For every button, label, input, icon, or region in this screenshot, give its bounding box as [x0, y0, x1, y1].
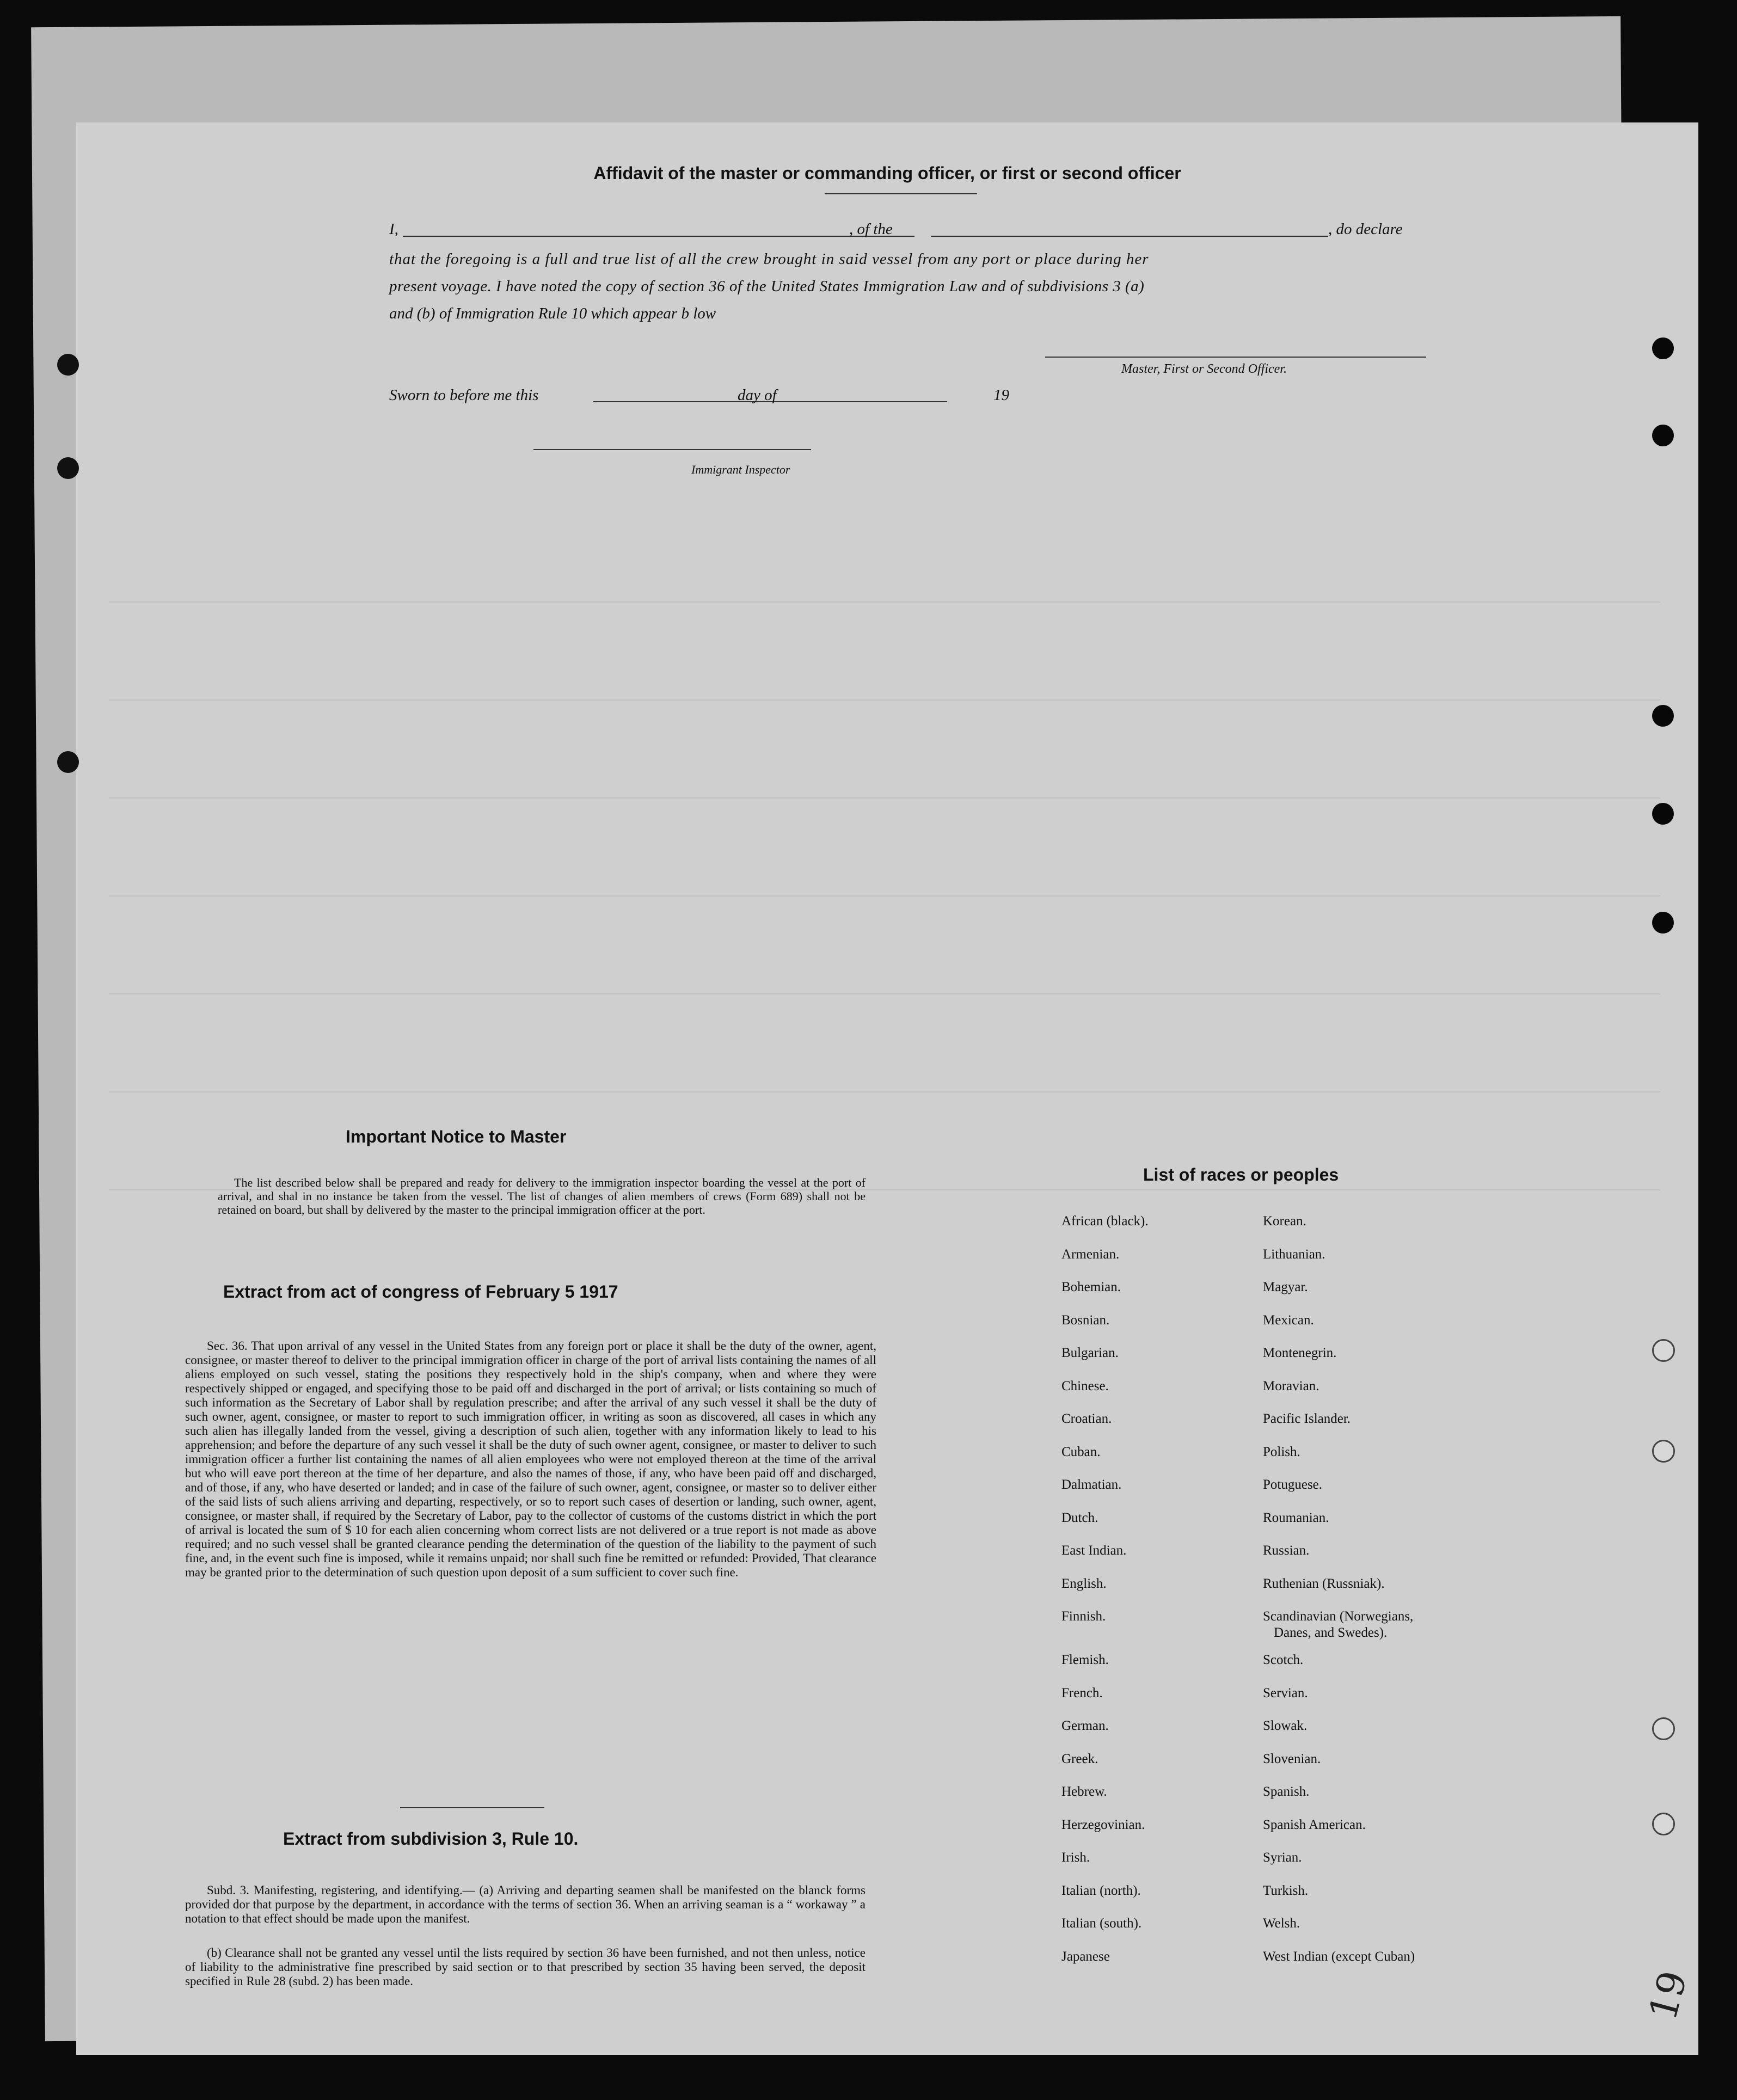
race-item: Armenian.: [1061, 1247, 1120, 1262]
race-item: East Indian.: [1061, 1543, 1127, 1558]
extract-rule-para-a: Subd. 3. Manifesting, registering, and identifying.— (a) Arriving and departing seamen shall be manifested on the blanck forms provided dor that purpose by the department, in accordance with the terms of section 36. When an arriving seaman is a “ workaway ” a notation to that effect should be made upon the manifest.: [185, 1883, 866, 1926]
binder-ring: [1652, 1813, 1675, 1835]
bleed-row: [109, 1059, 1660, 1092]
race-item: Croatian.: [1061, 1411, 1112, 1426]
manifest-page: [76, 122, 1698, 2055]
race-item: Spanish American.: [1263, 1817, 1366, 1832]
notice-heading: Important Notice to Master: [346, 1127, 567, 1146]
left-binder-hole: [57, 354, 79, 376]
race-item: West Indian (except Cuban): [1263, 1949, 1415, 1964]
sworn-year: 19: [993, 386, 1009, 404]
inspector-signature-line: [533, 449, 811, 450]
race-item-spacer: [1061, 1625, 1149, 1653]
extract-act-text: Sec. 36. That upon arrival of any vessel in the United States from any foreign port or place it shall be the duty of the owner, agent, consignee, or master thereof to deliver to the principal immigration officer in charge of the port of arrival lists containing the names of all aliens employed on such vessel, stating the positions they respectively hold in the ship's company, when and where they were respectively shipped or engaged, and specifying those to be paid off and discharged in the port of arrival; or lists containing so much of such information as the Secretary of Labor shall by regulation prescribe; and after the arrival of any such vessel it shall be the duty of such owner, agent, consignee, or master to report to such immigration officer, in writing as soon as discovered, all cases in which any such alien has illegally landed from the vessel, giving a description of such alien, together with any information likely to lead to his apprehension; and before the departure of any such vessel it shall be the duty of such owner agent, consignee, or master to deliver to such immigration officer a further list containing the names of all alien employees who were not employed thereon at the time of the arrival but who will eave port thereon at the time of her departure, and also the names of those, if any, who have been paid off and discharged, and of those, if any, who have deserted or landed; and in case of the failure of such owner, agent, consignee, or master so to deliver either of the said lists of such aliens arriving and departing, respectively, or so to report such cases of desertion or landing, such owner, agent, consignee, or master shall, if required by the Secretary of Labor, pay to the collector of customs of the customs district in which the port of arrival is located the sum of $ 10 for each alien concerning whom correct lists are not delivered or a true report is not made as above required; and no such vessel shall be granted clearance pending the determination of the question of the liability to the payment of such fine, and, in the event such fine is imposed, while it remains unpaid; nor shall such fine be remitted or refunded: Provided, That clearance may be granted prior to the determination of such question upon deposit of a sum sufficient to cover such fine.: [185, 1339, 876, 1579]
race-item: Ruthenian (Russniak).: [1263, 1576, 1385, 1591]
race-item: Chinese.: [1061, 1378, 1109, 1393]
affidavit-title: Affidavit of the master or commanding officer, or first or second officer: [593, 163, 1181, 183]
race-item: Japanese: [1061, 1949, 1110, 1964]
race-item: English.: [1061, 1576, 1107, 1591]
race-item: Polish.: [1263, 1444, 1300, 1459]
races-heading: List of races or peoples: [1143, 1165, 1339, 1184]
binder-ring: [1652, 1717, 1675, 1740]
sworn-day-of: day of: [738, 386, 777, 404]
extract-act-heading: Extract from act of congress of February 5 1917: [223, 1282, 618, 1301]
affidavit-line1-end: , do declare: [1328, 220, 1403, 238]
binder-ring: [1652, 1440, 1675, 1463]
race-item: Cuban.: [1061, 1444, 1101, 1459]
section-rule: [400, 1807, 544, 1808]
race-item: Montenegrin.: [1263, 1346, 1337, 1360]
race-item: Mexican.: [1263, 1312, 1314, 1328]
vessel-blank: [931, 236, 1328, 237]
race-item: Dalmatian.: [1061, 1477, 1122, 1492]
race-item: Scandinavian (Norwegians,: [1263, 1609, 1414, 1624]
binder-hole: [1652, 337, 1674, 359]
race-item: Dutch.: [1061, 1510, 1098, 1525]
notice-text: The list described below shall be prepared and ready for delivery to the immigration inspector boarding the vessel at the port of arrival, and shal in no instance be taken from the vessel. The list of changes of alien members of crews (Form 689) shall not be retained on board, but shall by delivered by the master to the principal immigration officer at the port.: [218, 1176, 866, 1217]
race-item: Slowak.: [1263, 1718, 1308, 1733]
left-binder-hole: [57, 457, 79, 479]
race-item: Pacific Islander.: [1263, 1411, 1351, 1426]
race-item: Italian (south).: [1061, 1916, 1142, 1931]
bleed-row: [109, 667, 1660, 701]
binder-hole: [1652, 803, 1674, 825]
race-item: Magyar.: [1263, 1280, 1308, 1294]
title-rule: [825, 193, 977, 194]
race-item: Italian (north).: [1061, 1883, 1141, 1898]
race-item: Korean.: [1263, 1214, 1306, 1229]
bleed-row: [109, 863, 1660, 897]
name-blank: [403, 236, 914, 237]
affidavit-line1-start: I,: [389, 220, 398, 238]
race-item: Welsh.: [1263, 1916, 1300, 1931]
race-item: Finnish.: [1061, 1609, 1106, 1624]
inspector-label: Immigrant Inspector: [691, 463, 790, 476]
master-label: Master, First or Second Officer.: [1121, 362, 1287, 376]
race-item: Servian.: [1263, 1685, 1308, 1700]
binder-hole: [1652, 705, 1674, 727]
race-item: French.: [1061, 1685, 1103, 1700]
race-item: Spanish.: [1263, 1784, 1310, 1799]
race-item: Flemish.: [1061, 1653, 1109, 1667]
race-item: Roumanian.: [1263, 1510, 1329, 1525]
race-item: Syrian.: [1263, 1850, 1302, 1865]
affidavit-line3: present voyage. I have noted the copy of section 36 of the United States Immigration Law and of subdivisions 3 (a): [389, 278, 1145, 295]
race-item: Potuguese.: [1263, 1477, 1323, 1492]
sworn-text: Sworn to before me this: [389, 386, 539, 404]
race-item: Slovenian.: [1263, 1751, 1321, 1766]
affidavit-line2: that the foregoing is a full and true list of all the crew brought in said vessel from any port or place during her: [389, 250, 1149, 268]
race-item: Greek.: [1061, 1751, 1098, 1766]
sworn-month-blank: [800, 401, 947, 402]
race-item: Danes, and Swedes).: [1274, 1625, 1388, 1640]
left-binder-hole: [57, 751, 79, 773]
race-item: Moravian.: [1263, 1378, 1319, 1393]
extract-rule-heading: Extract from subdivision 3, Rule 10.: [283, 1829, 579, 1849]
sworn-day-blank: [593, 401, 811, 402]
races-left-column: [1061, 1214, 1149, 1982]
races-right-column: [1263, 1214, 1415, 1982]
affidavit-line4: and (b) of Immigration Rule 10 which appear b low: [389, 305, 716, 322]
extract-rule-para-b: (b) Clearance shall not be granted any vessel until the lists required by section 36 have been furnished, and not then unless, notice of liability to the administrative fine prescribed by said section or to that prescribed by section 35 having been served, the deposit specified in Rule 28 (subd. 2) has been made.: [185, 1946, 866, 1988]
race-item: Scotch.: [1263, 1653, 1304, 1667]
binder-hole: [1652, 912, 1674, 934]
race-item: Bulgarian.: [1061, 1346, 1119, 1360]
race-item: Bosnian.: [1061, 1312, 1110, 1328]
handwritten-page-number: 19: [1640, 1966, 1696, 2025]
race-item: Bohemian.: [1061, 1280, 1121, 1294]
affidavit-line1-of-the: , of the: [849, 220, 893, 238]
race-item: Turkish.: [1263, 1883, 1309, 1898]
race-item: African (black).: [1061, 1214, 1149, 1229]
bleed-row: [109, 961, 1660, 994]
race-item: Russian.: [1263, 1543, 1310, 1558]
race-item: Herzegovinian.: [1061, 1817, 1145, 1832]
race-item: Irish.: [1061, 1850, 1090, 1865]
race-item: Lithuanian.: [1263, 1247, 1325, 1262]
binder-hole: [1652, 425, 1674, 446]
master-signature-line: [1045, 357, 1426, 358]
binder-ring: [1652, 1339, 1675, 1362]
race-item: German.: [1061, 1718, 1109, 1733]
bleed-row: [109, 765, 1660, 799]
bleed-row: [109, 569, 1660, 603]
race-item: Hebrew.: [1061, 1784, 1107, 1799]
